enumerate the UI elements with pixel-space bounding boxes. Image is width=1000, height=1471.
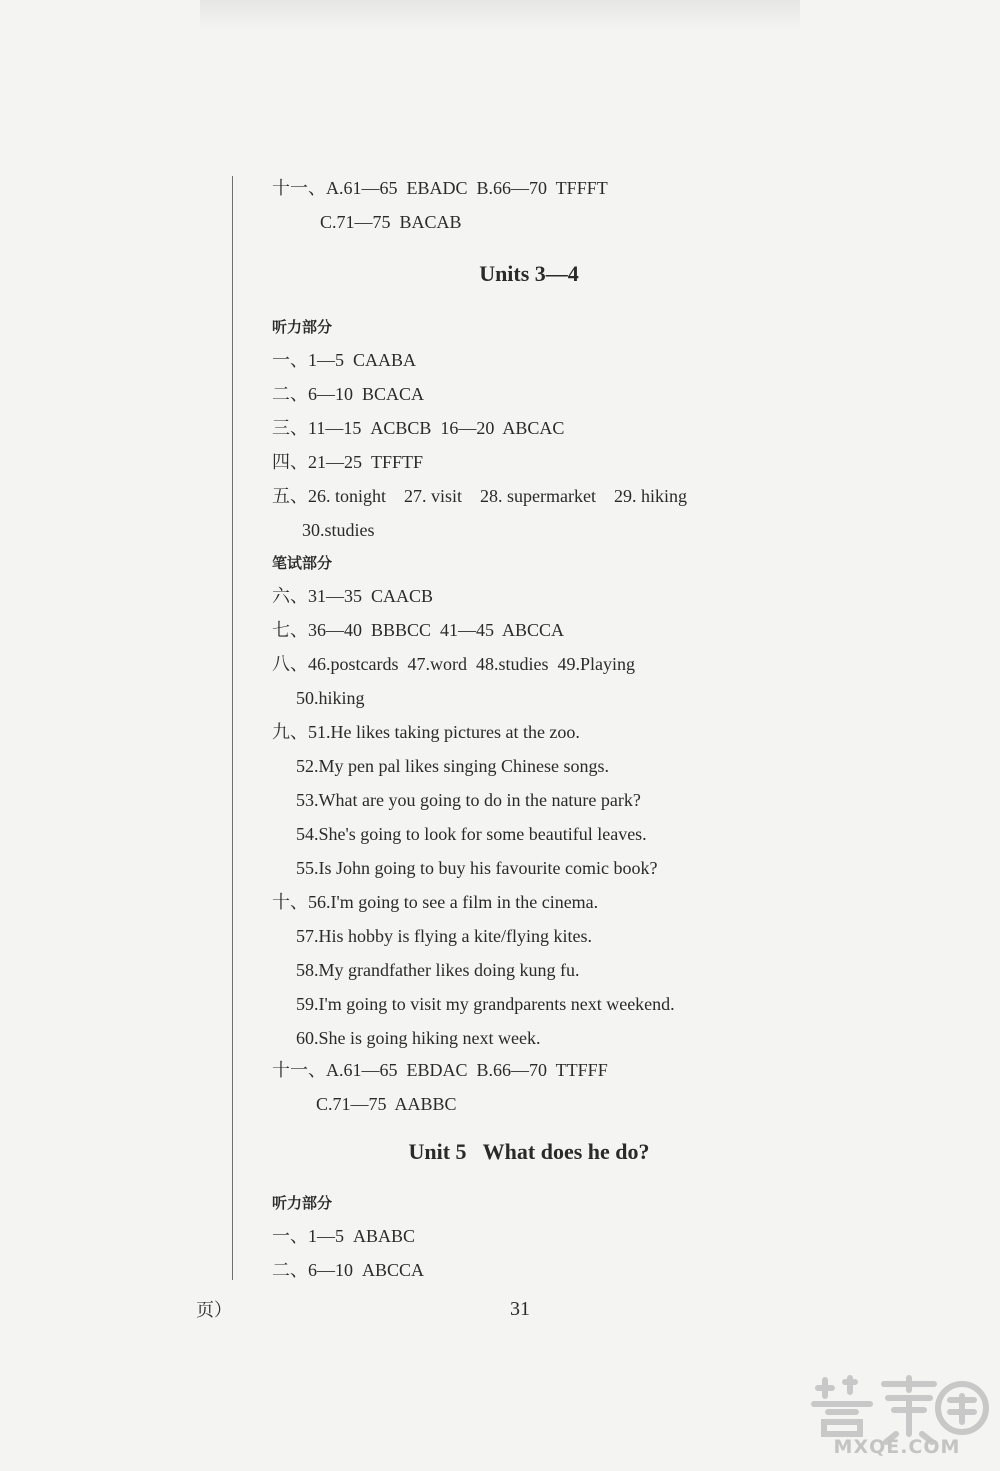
section-title-unit-5: Unit 5 What does he do? (408, 1139, 650, 1164)
answer-line-10-59: 59.I'm going to visit my grandparents next weekend. (296, 994, 675, 1014)
answer-line-2: 二、6—10 BCACA (272, 384, 425, 404)
answer-line-9-52: 52.My pen pal likes singing Chinese songs. (296, 756, 609, 776)
writing-section-label: 笔试部分 (272, 554, 333, 572)
footer-fragment: 页） (196, 1300, 232, 1320)
answer-line-8: 八、46.postcards 47.word 48.studies 49.Playing (272, 654, 635, 674)
answer-line-9-53: 53.What are you going to do in the nature park? (296, 790, 641, 810)
answer-line-10-57: 57.His hobby is flying a kite/flying kites. (296, 926, 592, 946)
margin-rule (232, 176, 233, 1280)
scan-shadow (200, 0, 800, 30)
answer-line-9-55: 55.Is John going to buy his favourite comic book? (296, 858, 658, 878)
answer-line-6: 六、31—35 CAACB (272, 586, 434, 606)
answer-line-3: 三、11—15 ACBCB 16—20 ABCAC (272, 418, 565, 438)
unit5-listening-label: 听力部分 (272, 1194, 333, 1212)
answer-line-10-60: 60.She is going hiking next week. (296, 1028, 541, 1048)
page-number: 31 (510, 1298, 530, 1320)
unit5-answer-line-1: 一、1—5 ABABC (272, 1226, 416, 1246)
answer-line-8-cont: 50.hiking (296, 688, 365, 708)
answer-line-11-prev-c: C.71—75 BACAB (320, 212, 462, 232)
answer-line-1: 一、1—5 CAABA (272, 350, 417, 370)
answer-line-5: 五、26. tonight 27. visit 28. supermarket 29. hiking (272, 486, 687, 506)
watermark-text: MXQE.COM (833, 1436, 961, 1458)
answer-line-11: 十一、A.61—65 EBDAC B.66—70 TTFFF (272, 1060, 608, 1080)
listening-section-label: 听力部分 (272, 318, 333, 336)
section-title-units-3-4: Units 3—4 (479, 261, 579, 286)
answer-line-11-prev: 十一、A.61—65 EBADC B.66—70 TFFFT (272, 178, 608, 198)
answer-line-4: 四、21—25 TFFTF (272, 452, 424, 472)
unit5-answer-line-2: 二、6—10 ABCCA (272, 1260, 425, 1280)
answer-line-10: 十、56.I'm going to see a film in the cinema. (272, 892, 599, 912)
answer-line-5-cont: 30.studies (302, 520, 375, 540)
answer-line-7: 七、36—40 BBBCC 41—45 ABCCA (272, 620, 565, 640)
answer-line-10-58: 58.My grandfather likes doing kung fu. (296, 960, 580, 980)
answer-line-9-54: 54.She's going to look for some beautiful leaves. (296, 824, 647, 844)
answer-line-9: 九、51.He likes taking pictures at the zoo. (272, 722, 580, 742)
answer-line-11-c: C.71—75 AABBC (316, 1094, 457, 1114)
